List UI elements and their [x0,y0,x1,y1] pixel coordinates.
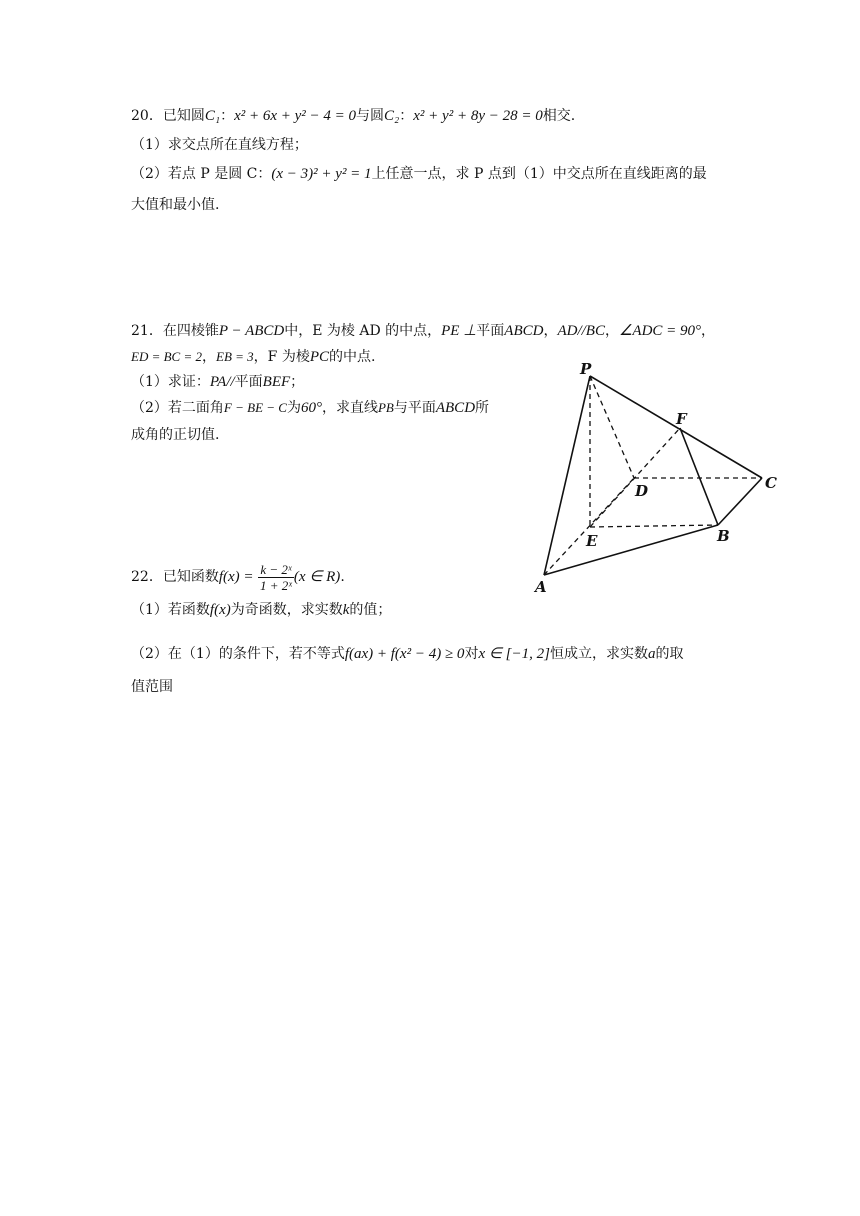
q21-p2-a: （2）若二面角 [131,400,224,416]
angle-60: 60° [300,400,322,416]
interval: x ∈ [−1, 2] [478,646,550,662]
q22-stem [131,560,345,594]
q20-part2-a: （2）若点 P 是圆 C： [131,166,272,182]
q20-part2-cont: 大值和最小值. [131,197,220,213]
label-d: D [635,482,649,500]
q20-sep-a: ： [220,108,235,124]
q20-mid: 与圆 [356,108,385,124]
function-f: f(x) = [218,569,254,585]
q21-lead-f: ， [701,323,716,339]
q21-stem-line2 [131,347,375,367]
var-a: a [647,646,656,662]
q20-lead: 20．已知圆 [131,108,205,124]
edge-pa [544,376,590,575]
label-p: P [580,360,592,378]
edge-fb [680,428,718,525]
q21-part1 [131,372,304,392]
q22-tail: . [340,569,345,585]
q21-p1-a: （1）求证： [131,374,210,390]
plane-abcd-2: ABCD [435,400,476,416]
q20-sep-b: ： [399,108,414,124]
edge-ef [590,428,680,527]
dihedral-angle: F − BE − C [223,400,287,415]
q22-lead: 22．已知函数 [131,569,219,585]
q21-lead-a: 21．在四棱锥 [131,323,219,339]
circle1-label: C₁ [204,108,221,124]
var-k: k [342,602,350,618]
circle-c-equation: (x − 3)² + y² = 1 [271,166,372,182]
pyramid-name: P − ABCD [218,323,285,339]
edge-eb [590,525,718,527]
q21-l2-d: ，F 为棱 [253,349,310,365]
q22-p1-e: 的值； [349,602,392,618]
edge-ab [544,525,718,575]
edge-bc [718,478,762,525]
q22-p1-a: （1）若函数 [131,602,210,618]
q22-p1-fx: f(x) [209,602,231,618]
q21-p2-i: 所 [475,400,490,416]
label-c: C [765,474,777,492]
q21-l2-f: 的中点. [329,349,376,365]
q20-stem [131,106,575,126]
q20-tail: 相交. [542,108,576,124]
label-a: A [535,578,547,596]
q22-p1-c: 为奇函数，求实数 [230,602,343,618]
q22-part1 [131,600,391,620]
label-e: E [586,532,598,550]
q21-p2-c: 为 [286,400,301,416]
fraction-numerator: k − 2ˣ [258,562,294,578]
cond-parallel: AD//BC [557,323,605,339]
q22-p2-c: 对 [464,646,479,662]
q21-p2-e: ，求直线 [321,400,378,416]
q21-stem [131,321,715,341]
q21-lead-c: 平面 [476,323,505,339]
q20-part2 [131,164,707,184]
function-domain: (x ∈ R) [293,569,341,585]
q21-part2-cont: 成角的正切值. [131,427,220,443]
fraction-denominator: 1 + 2ˣ [259,577,292,593]
circle1-equation: x² + 6x + y² − 4 = 0 [234,108,357,124]
cond-angle: ∠ADC = 90° [618,323,702,339]
cond-eb: EB = 3 [216,349,254,364]
q21-lead-d: ， [543,323,558,339]
q20-part2-b: 上任意一点，求 P 点到（1）中交点所在直线距离的最 [371,166,707,182]
plane-abcd: ABCD [504,323,544,339]
q22-p2-e: 恒成立，求实数 [549,646,648,662]
q22-p2-a: （2）在（1）的条件下，若不等式 [131,646,345,662]
q22-part2-cont: 值范围 [131,679,173,695]
circle2-equation: x² + y² + 8y − 28 = 0 [413,108,543,124]
q21-part2 [131,398,489,418]
q22-part2 [131,644,683,664]
q21-lead-e: ， [604,323,619,339]
pyramid-figure [528,360,798,600]
edge-pc: PC [309,349,329,365]
inequality: f(ax) + f(x² − 4) ≥ 0 [344,646,465,662]
label-b: B [717,527,730,545]
line-pb: PB [377,400,394,415]
cond-ed-bc: ED = BC = 2 [131,349,202,364]
function-fraction [258,562,294,593]
q21-l2-b: ， [202,349,216,365]
plane-bef: BEF [262,374,291,390]
q21-lead-b: 中，E 为棱 AD 的中点， [284,323,442,339]
edge-pd [590,376,634,478]
q21-p1-c: 平面 [234,374,263,390]
q21-p1-e: ； [290,374,305,390]
q20-part1: （1）求交点所在直线方程； [131,137,308,153]
q21-p1-b: PA// [209,374,235,390]
q22-p2-g: 的取 [655,646,684,662]
q21-p2-g: 与平面 [393,400,436,416]
cond-perp: PE ⊥ [441,323,477,339]
circle2-label: C₂ [384,108,400,124]
label-f: F [676,410,687,428]
